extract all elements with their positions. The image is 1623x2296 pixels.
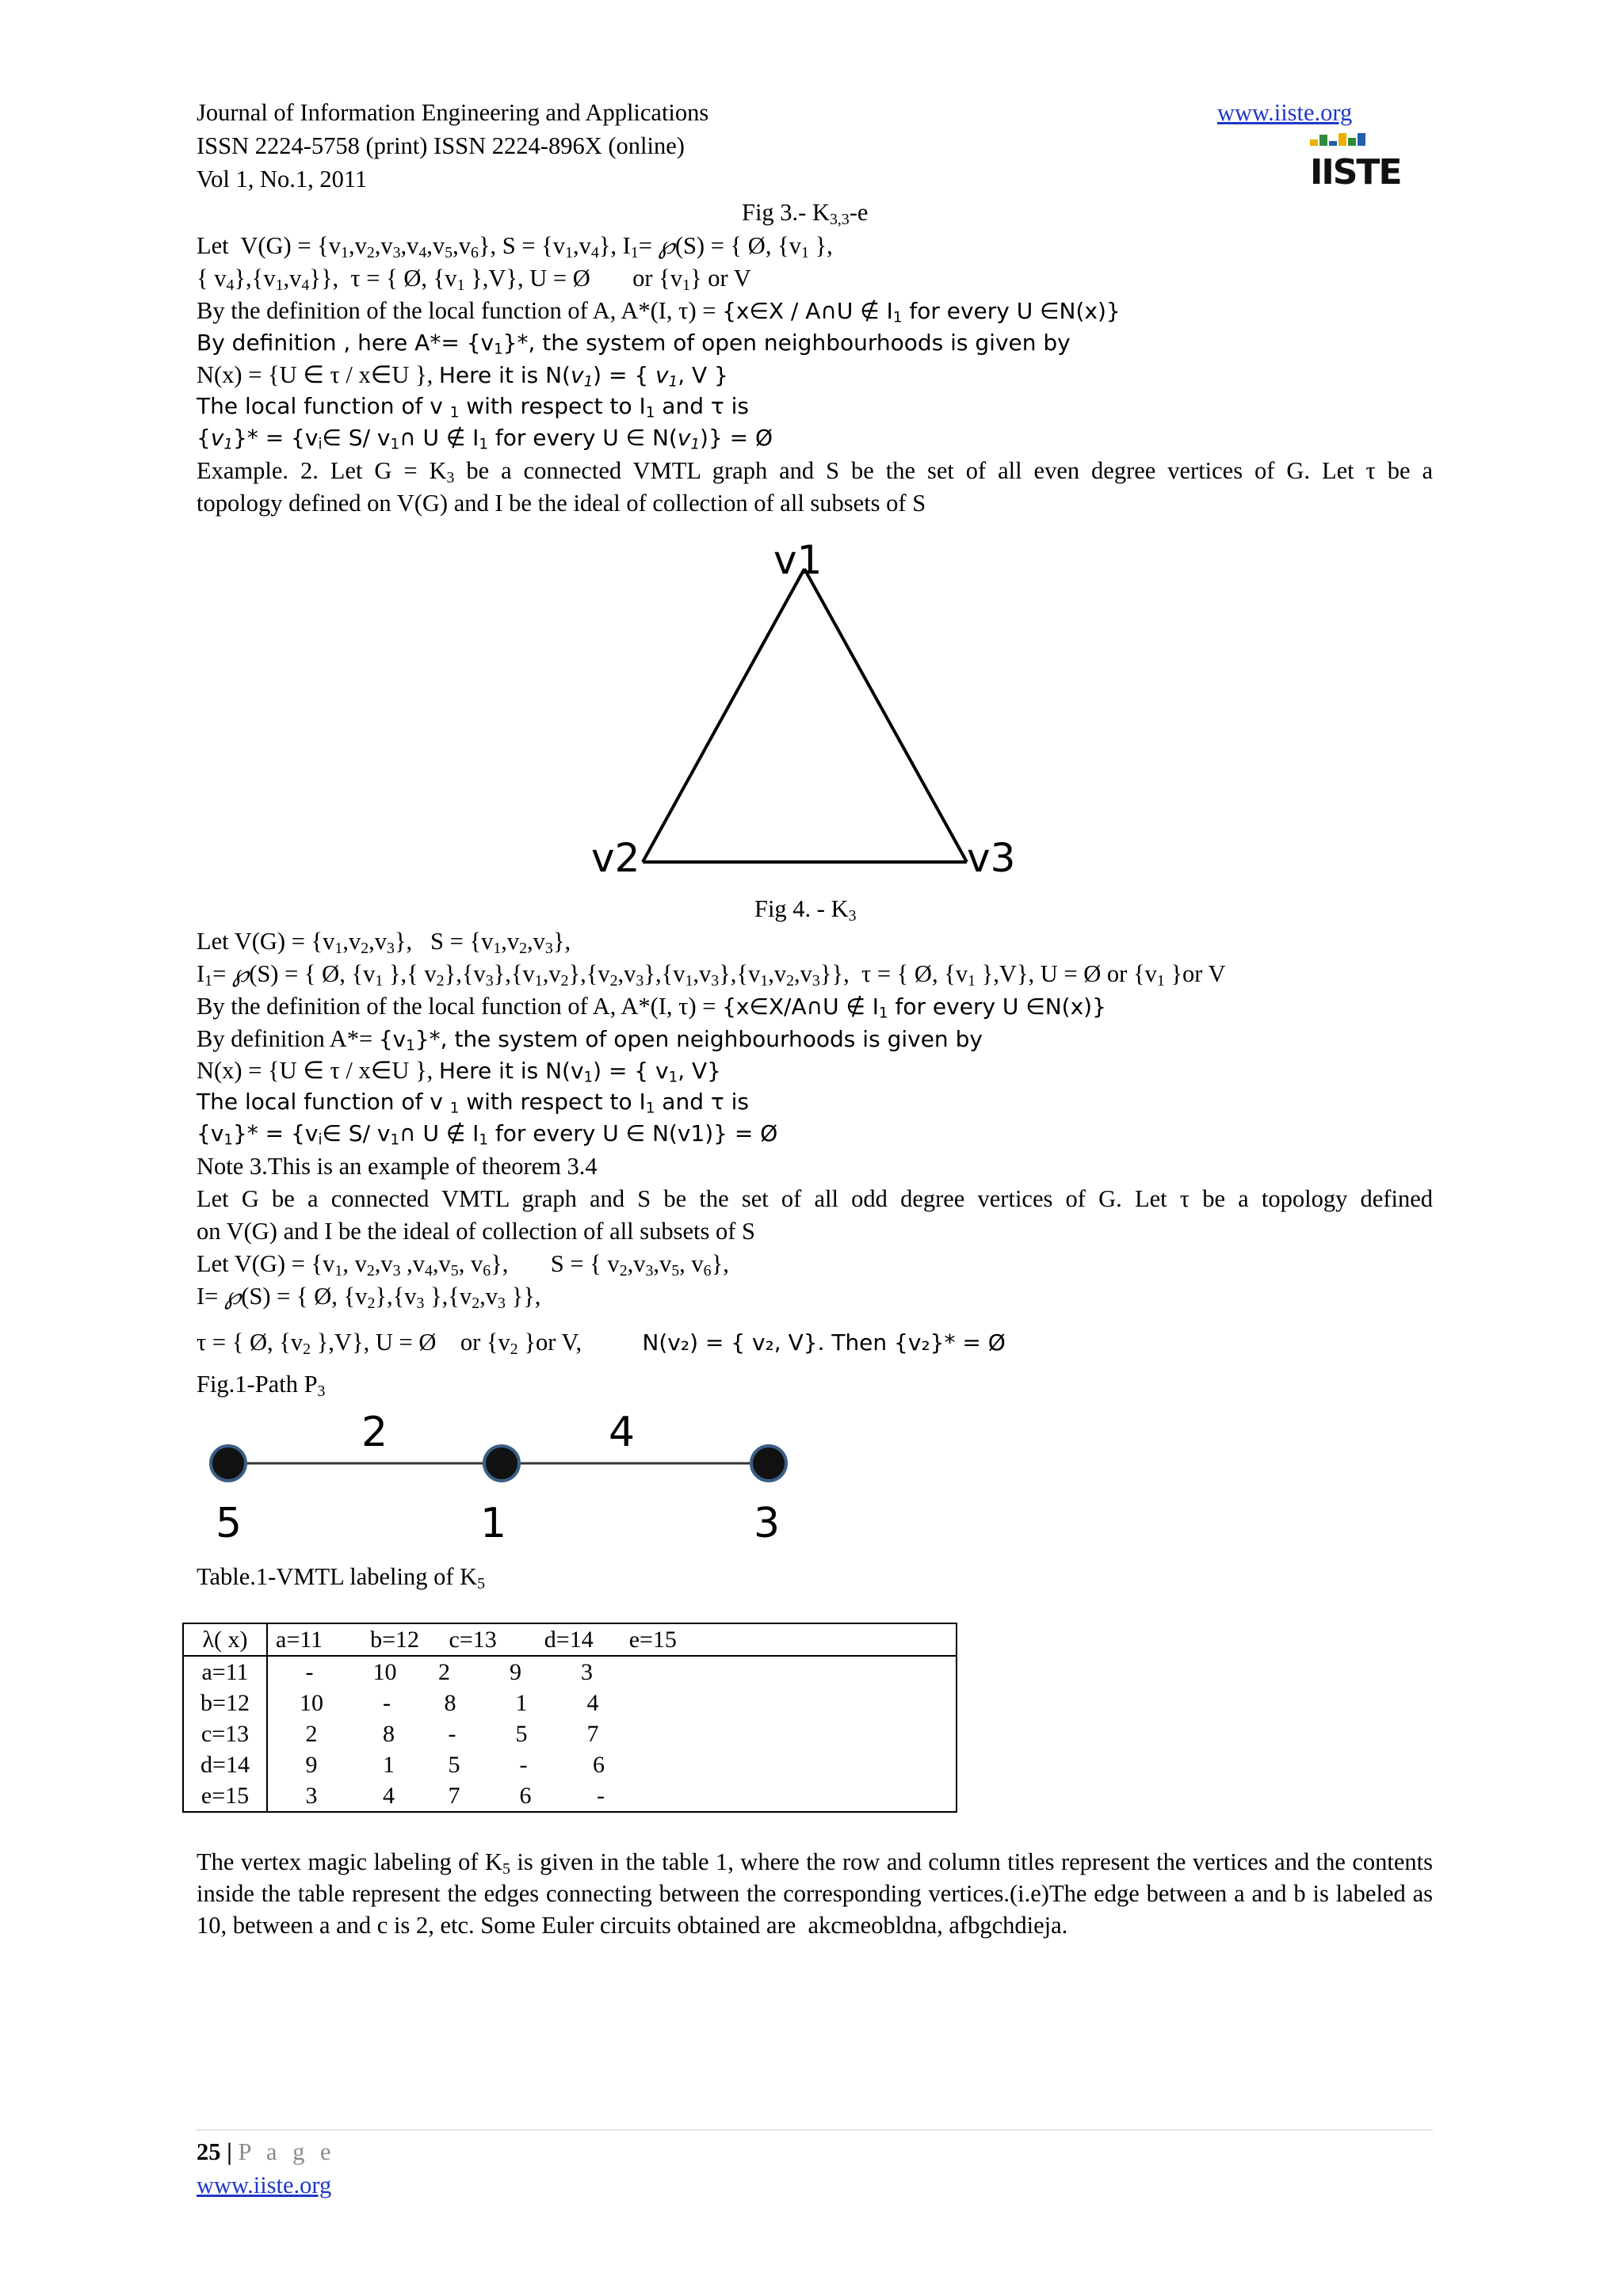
vertex-label-v3: v3 bbox=[967, 835, 1016, 881]
journal-title: Journal of Information Engineering and Applications bbox=[197, 99, 709, 126]
vmtl-labeling-table bbox=[182, 1623, 957, 1813]
page-sep: | bbox=[220, 2138, 239, 2165]
table-row-label: b=12 bbox=[183, 1688, 267, 1718]
path-vertex-label-1: 1 bbox=[480, 1500, 507, 1547]
path-vertex-1 bbox=[484, 1446, 519, 1481]
footer-page-label bbox=[197, 2136, 336, 2168]
text-by-def-1: By definition , here $A*= \{v_1\}*$, the system of open neighbourhoods is given by bbox=[197, 330, 1071, 358]
text-note3-line2: on V(G) and I be the ideal of collection of all subsets of S bbox=[197, 1218, 755, 1245]
text-local-def-2: By the definition of the local function of A, A*(I, τ) = {x∈X/A∩U ∉ $I_1$ for every U ∈N(x)} bbox=[197, 993, 1106, 1022]
table-corner-cell: λ( x) bbox=[183, 1623, 267, 1656]
logo-bars bbox=[1310, 133, 1377, 149]
text-example2-line2: topology defined on V(G) and I be the ideal of collection of all subsets of S bbox=[197, 490, 926, 517]
fig4-caption bbox=[754, 893, 857, 925]
text-let-vg-k3: Let $V(G) = \{v_1,v_2,v_3\}$, $S = \{v_1,v_2,v_3\}$, bbox=[197, 928, 571, 957]
volume-line: Vol 1, No.1, 2011 bbox=[197, 166, 368, 193]
k3-triangle-figure bbox=[555, 523, 1094, 887]
fig3-caption-sub: 3,3 bbox=[830, 210, 850, 228]
path-caption bbox=[197, 1368, 325, 1400]
text-local-def-1: By the definition of the local function of A, A*(I, τ) = {x∈X / A∩U ∉ $I_1$ for every U ∈N(x)} bbox=[197, 297, 1121, 326]
header-url-link[interactable]: www.iiste.org bbox=[1217, 99, 1353, 126]
page-number: 25 bbox=[197, 2138, 221, 2165]
table-row-label: e=15 bbox=[183, 1780, 267, 1812]
vertex-label-v1: v1 bbox=[773, 537, 823, 583]
path-caption-text: Fig.1-Path P bbox=[197, 1371, 318, 1398]
text-local-wrt-2: The local function of v $_1$ with respect to $I_1$ and τ is bbox=[197, 1089, 749, 1117]
path-vertex-label-3: 3 bbox=[754, 1500, 781, 1547]
path-p3-figure bbox=[197, 1406, 831, 1557]
text-closing-paragraph: The vertex magic labeling of $K_5$ is given in the table 1, where the row and column titles represent the vertices and the contents inside the table represent the edges connecting between the corresponding vertices.(i.e)The edge between a and b is labeled as 10, between a and c is 2, etc. Some Euler circuits obtained are akcmeobldna, afbgchdieja. bbox=[197, 1848, 1433, 1939]
table-row-cells: 3 4 7 6 - bbox=[276, 1783, 605, 1809]
fig4-caption-text: Fig 4. - K bbox=[754, 895, 849, 922]
text-v1-star-2: $\{v_1\}*$ = {$v_i\in$ S/ $v_1\cap$ U ∉ $I_1$ for every U ∈ N(v1)} = Ø bbox=[197, 1120, 778, 1149]
path-vertex-5 bbox=[211, 1446, 246, 1481]
text-by-def-2: By definition $A*= \{v_1\}*$, the system of open neighbourhoods is given by bbox=[197, 1025, 983, 1055]
text-note3-line1: Let G be a connected VMTL graph and S be the set of all odd degree vertices of G. Let τ be a topology defined bbox=[197, 1185, 1433, 1212]
text-note3: Note 3.This is an example of theorem 3.4 bbox=[197, 1153, 598, 1180]
table-row-label: a=11 bbox=[183, 1656, 267, 1688]
table-row bbox=[183, 1688, 957, 1718]
path-vertex-3 bbox=[751, 1446, 786, 1481]
text-ideal-p3: I= ℘(S) = { Ø, $\{v_2\},\{v_3$ }$,\{v_2,v_3$ }}, bbox=[197, 1283, 541, 1312]
path-edge-label-4: 4 bbox=[609, 1409, 636, 1456]
text-nx-1: N(x) = {U ∈ τ / x∈U }, Here it is $N(v_1)$ = { $v_1$, V } bbox=[197, 361, 728, 391]
text-tau-p3: τ = { Ø, {$v_2$ },V}, U = Ø or {$v_2$ }or V, N(v₂) = { v₂, V}. Then {v₂}* = Ø bbox=[197, 1329, 1006, 1358]
table-row bbox=[183, 1718, 957, 1749]
edge-v1-v3 bbox=[804, 569, 967, 862]
table-row bbox=[183, 1780, 957, 1812]
table-caption bbox=[197, 1561, 485, 1592]
logo-wordmark: IISTE bbox=[1310, 152, 1401, 193]
table-row-cells: - 10 2 9 3 bbox=[276, 1659, 593, 1685]
iiste-logo bbox=[1310, 133, 1401, 195]
table-row-label: c=13 bbox=[183, 1718, 267, 1749]
text-nx-2: N(x) = {U ∈ τ / x∈U }, Here it is $N(v_1)$ = { $v_1$, V} bbox=[197, 1057, 721, 1086]
text-v1-star-1: $\{v_1\}*$ = {$v_i\in$ S/ $v_1\cap$ U ∉ $I_1$ for every U ∈ $N(v_1)$} = Ø bbox=[197, 425, 773, 453]
table-header-row bbox=[183, 1623, 957, 1656]
table-column-headers: a=11 b=12 c=13 d=14 e=15 bbox=[267, 1623, 957, 1656]
edge-v1-v2 bbox=[643, 569, 804, 862]
table-row-label: d=14 bbox=[183, 1749, 267, 1780]
table-row bbox=[183, 1656, 957, 1688]
path-caption-sub: 3 bbox=[317, 1382, 326, 1400]
table-row-cells: 2 8 - 5 7 bbox=[276, 1721, 599, 1747]
page-word: P a g e bbox=[238, 2138, 336, 2165]
fig3-caption-tail: -e bbox=[849, 199, 869, 226]
text-let-vg-1: Let $V(G) = \{v_1,v_2,v_3,v_4,v_5,v_6\}$, $S = \{v_1,v_4\}$, $I_1=$ ℘(S) = { Ø, {$v_1$ }, bbox=[197, 232, 833, 261]
footer-url-link[interactable]: www.iiste.org bbox=[197, 2172, 332, 2199]
fig4-caption-sub: 3 bbox=[848, 906, 857, 925]
table-row bbox=[183, 1749, 957, 1780]
path-vertex-label-5: 5 bbox=[216, 1500, 242, 1547]
table-row-cells: 9 1 5 - 6 bbox=[276, 1752, 605, 1778]
table-caption-sub: 5 bbox=[477, 1574, 486, 1592]
text-local-wrt-1: The local function of v $_1$ with respect to $I_1$ and τ is bbox=[197, 393, 749, 421]
table-caption-text: Table.1-VMTL labeling of K bbox=[197, 1563, 478, 1590]
fig3-caption-text: Fig 3.- K bbox=[742, 199, 830, 226]
path-edge-label-2: 2 bbox=[361, 1409, 388, 1456]
vertex-label-v2: v2 bbox=[591, 835, 640, 881]
text-example2-line1: Example. 2. Let $G = K_3$ be a connected VMTL graph and S be the set of all even degree vertices of G. Let τ be a bbox=[197, 457, 1433, 486]
table-row-cells: 10 - 8 1 4 bbox=[276, 1690, 599, 1716]
issn-line: ISSN 2224-5758 (print) ISSN 2224-896X (online) bbox=[197, 132, 685, 159]
text-let-vg-2: { $v_4\},\{v_1,v_4\}$}, τ = { Ø, {$v_1$ },V}, U = Ø or $\{v_1\}$ or V bbox=[197, 265, 751, 294]
text-let-vg-p3: Let $V(G) = \{v_1$, $v_2,v_3$ $,v_4,v_5$, $v_6$}, S = { $v_2,v_3,v_5$, $v_6$}, bbox=[197, 1250, 729, 1280]
text-ideal-k3: $I_1=$ ℘(S) = { Ø, {$v_1$ },{ $v_2\},\{v_3\},\{v_1,v_2\},\{v_2,v_3\},\{v_1,v_3\},\{v_1,v_2,v_3\}$}, τ = { Ø, {$v_1$ },V}, U = Ø or {$v_1$ }or V bbox=[197, 960, 1226, 990]
fig3-caption bbox=[742, 196, 868, 228]
